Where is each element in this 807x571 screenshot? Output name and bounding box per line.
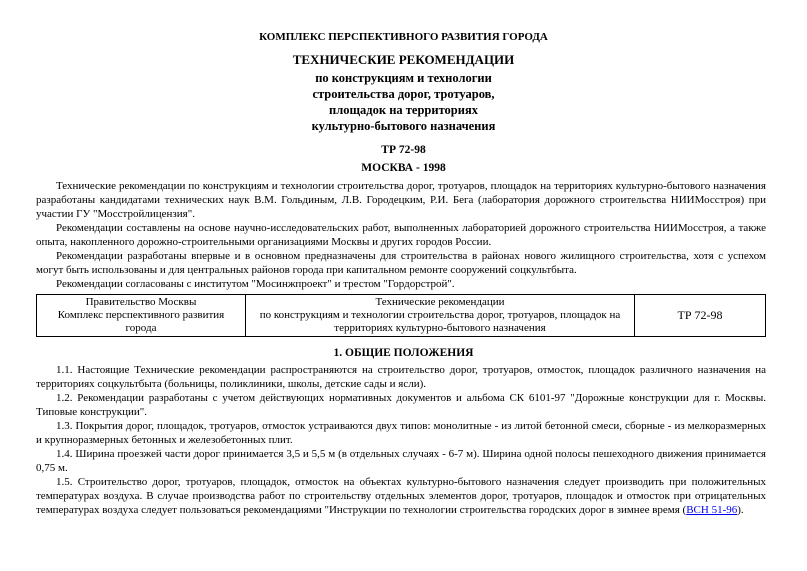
section-body	[36, 363, 766, 517]
clause-text: 1.5. Строительство дорог, тротуаров, площадок, отмосток на объектах культурно-бытового назначения следует производить при положительных температурах воздуха. В случае производства работ по строительству отдельных элементов дорог, тротуаров, площадок и отмосток при отрицательных температурах воздуха следует пользоваться рекомендациями "Инструкции по технологии строительства городских дорог в зимнее время (	[36, 476, 766, 516]
subtitle-line: культурно-бытового назначения	[311, 119, 496, 133]
document-header-table	[36, 294, 766, 337]
complex-label: Комплекс перспективного развития города	[57, 309, 225, 334]
clause-paragraph: 1.4. Ширина проезжей части дорог принимается 3,5 и 5,5 м (в отдельных случаях - 6-7 м). Ширина одной полосы пешеходного движения принимается 0,75 м.	[36, 448, 766, 474]
intro-paragraph: Рекомендации согласованы с институтом "Мосинжпроект" и трестом "Гордорстрой".	[56, 278, 455, 290]
organization-cell	[37, 295, 246, 337]
document-code: ТР 72-98	[381, 144, 426, 156]
intro-paragraph: Рекомендации составлены на основе научно-исследовательских работ, выполненных лабораторией дорожного строительства НИИМосстроя, а также опыта, накопленного дорожно-строительными организациями Москвы и других городов России.	[36, 222, 766, 248]
clause-end: ).	[737, 504, 744, 516]
document-title: ТЕХНИЧЕСКИЕ РЕКОМЕНДАЦИИ	[292, 52, 515, 67]
intro-section	[36, 179, 766, 291]
subtitle-line: строительства дорог, тротуаров,	[312, 87, 495, 101]
complex-heading: КОМПЛЕКС ПЕРСПЕКТИВНОГО РАЗВИТИЯ ГОРОДА	[259, 31, 548, 43]
document-name-cell	[246, 295, 635, 337]
subtitle-line: по конструкциям и технологии	[315, 71, 492, 85]
intro-paragraph: Технические рекомендации по конструкциям и технологии строительства дорог, тротуаров, площадок на территориях культурно-бытового назначения разработаны кандидатами технических наук В.М. Гольдиным, Л.В. Городецким, Р.И. Бега (лаборатория дорожного строительства НИИМосстроя) при участии ГУ "Мосстройлицензия".	[36, 180, 766, 220]
doc-subject-label: по конструкциям и технологии строительства дорог, тротуаров, площадок на территориях культурно-бытового назначения	[259, 309, 621, 334]
intro-paragraph: Рекомендации разработаны впервые и в основном предназначены для строительства в районах нового жилищного строительства, хотя с успехом могут быть использованы и для центральных районов города при капитальном ремонте сооружений соцкультбыта.	[36, 250, 766, 276]
subtitle-line: площадок на территориях	[329, 103, 478, 117]
clause-paragraph: 1.3. Покрытия дорог, площадок, тротуаров, отмосток устраиваются двух типов: монолитные - из литой бетонной смеси, сборные - из мелкоразмерных и крупноразмерных бетонных и железобетонных плит.	[36, 420, 766, 446]
document-subtitle	[0, 70, 807, 134]
vsn-link[interactable]: ВСН 51-96	[686, 504, 738, 516]
government-label: Правительство Москвы	[85, 296, 197, 308]
city-year: МОСКВА - 1998	[361, 162, 446, 174]
clause-paragraph	[36, 475, 766, 517]
clause-paragraph: 1.2. Рекомендации разработаны с учетом действующих нормативных документов и альбома СК 6101-97 "Дорожные конструкции для г. Москвы. Типовые конструкции".	[36, 392, 766, 418]
section-title: 1. ОБЩИЕ ПОЛОЖЕНИЯ	[333, 347, 474, 359]
document-code-cell: ТР 72-98	[635, 295, 766, 337]
clause-paragraph: 1.1. Настоящие Технические рекомендации распространяются на строительство дорог, тротуаров, отмосток, площадок различного назначения на территориях соцкультбыта (больницы, поликлиники, школы, детские сады и ясли).	[36, 364, 766, 390]
doc-type-label: Технические рекомендации	[375, 296, 505, 308]
